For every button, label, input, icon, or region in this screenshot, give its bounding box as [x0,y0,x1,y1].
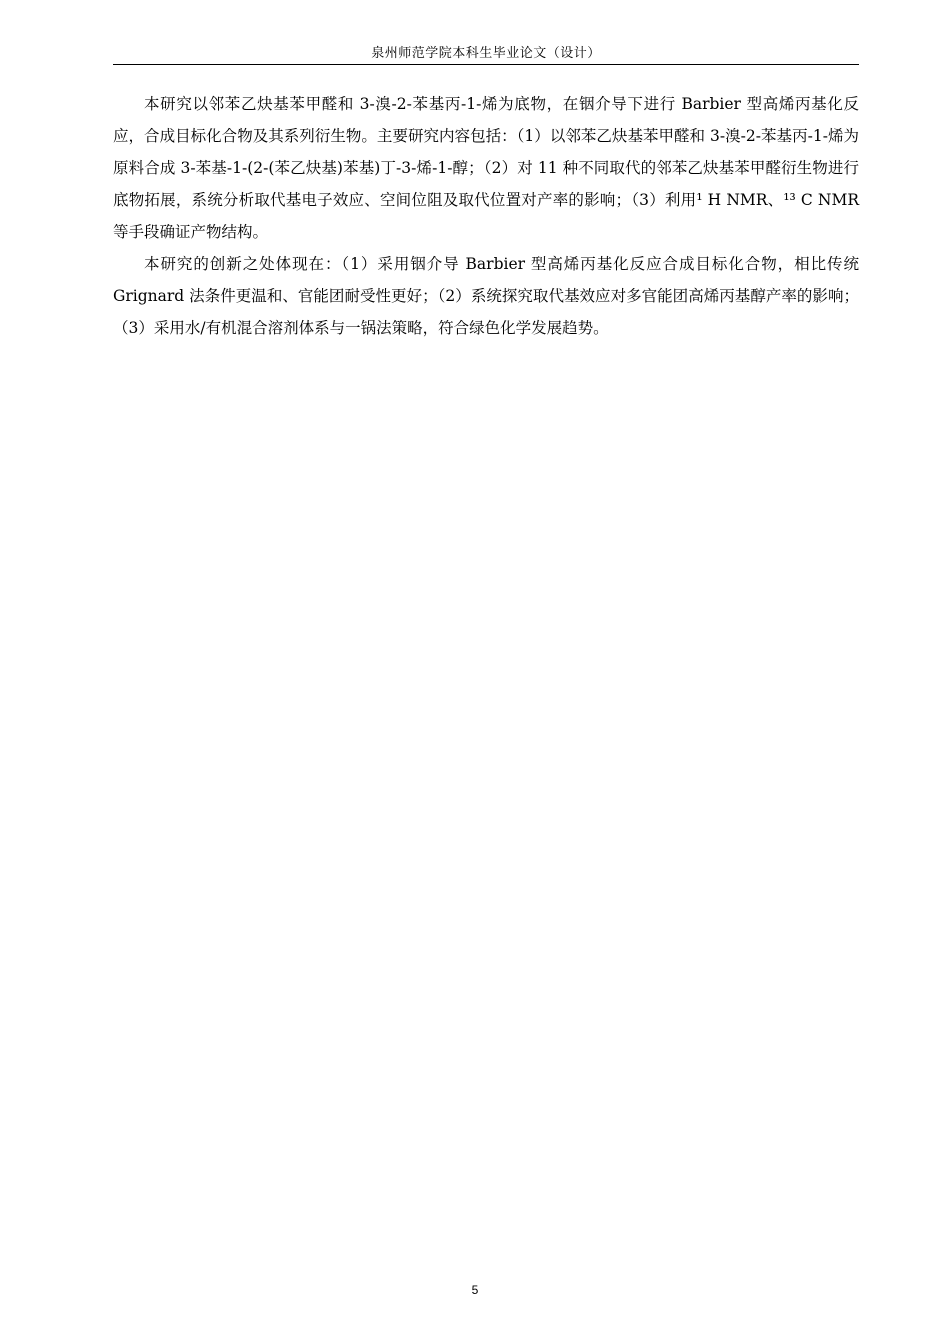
body-text [113,88,859,344]
paragraph-innovation: 本研究的创新之处体现在：（1）采用铟介导 Barbier 型高烯丙基化反应合成目标化合物，相比传统 Grignard 法条件更温和、官能团耐受性更好；（2）系统探究取代基效应对多官能团高烯丙基醇产率的影响；（3）采用水/有机混合溶剂体系与一锅法策略，符合绿色化学发展趋势。 [113,255,859,337]
page-header [113,44,859,65]
header-title: 泉州师范学院本科生毕业论文（设计） [371,46,601,61]
page-number: 5 [471,1283,479,1297]
paragraph-research-content: 本研究以邻苯乙炔基苯甲醛和 3-溴-2-苯基丙-1-烯为底物，在铟介导下进行 Barbier 型高烯丙基化反应，合成目标化合物及其系列衍生物。主要研究内容包括：（1）以邻苯乙炔基苯甲醛和 3-溴-2-苯基丙-1-烯为原料合成 3-苯基-1-(2-(苯乙炔基)苯基)丁-3-烯-1-醇；（2）对 11 种不同取代的邻苯乙炔基苯甲醛衍生物进行底物拓展，系统分析取代基电子效应、空间位阻及取代位置对产率的影响；（3）利用¹ H NMR、¹³ C NMR 等手段确证产物结构。 [113,95,859,241]
